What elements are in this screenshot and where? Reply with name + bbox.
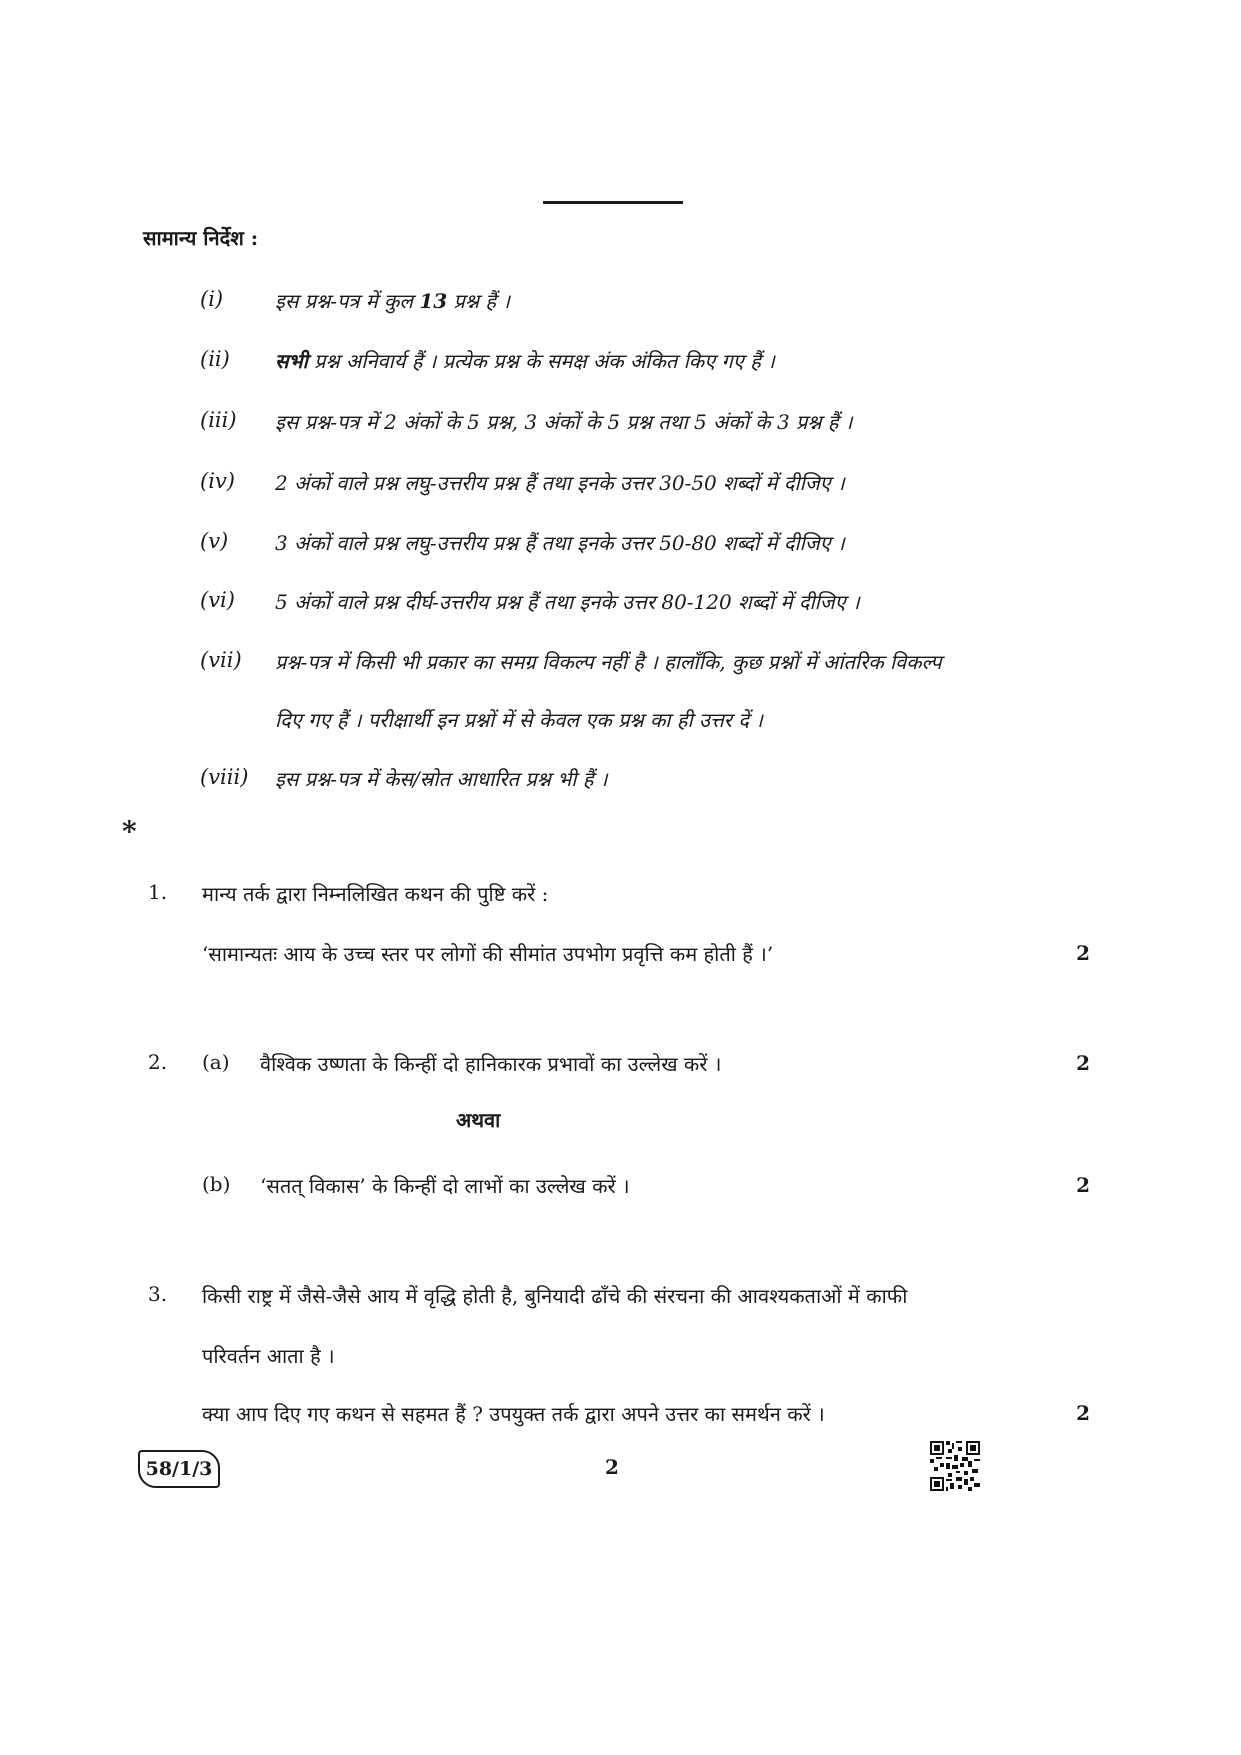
instruction-num: (i) (200, 287, 224, 311)
question-marks: 2 (1076, 1051, 1090, 1075)
instruction-num: (iii) (200, 408, 237, 432)
question-text: मान्य तर्क द्वारा निम्नलिखित कथन की पुष्टि करें : (202, 882, 549, 906)
instruction-text: सभी प्रश्न अनिवार्य हैं । प्रत्येक प्रश्न के समक्ष अंक अंकित किए गए हैं । (275, 349, 775, 373)
question-marks: 2 (1076, 1401, 1090, 1425)
instruction-num: (iv) (200, 469, 235, 493)
instruction-num: (viii) (200, 765, 249, 789)
instruction-text: इस प्रश्न-पत्र में 2 अंकों के 5 प्रश्न, 3 अंकों के 5 प्रश्न तथा 5 अंकों के 3 प्रश्न हैं । (275, 410, 853, 434)
instruction-text: प्रश्न-पत्र में किसी भी प्रकार का समग्र विकल्प नहीं है । हालाँकि, कुछ प्रश्नों में आंतरिक विकल्प (275, 650, 942, 674)
question-number: 3. (148, 1282, 168, 1306)
top-rule (543, 201, 683, 204)
question-prompt: क्या आप दिए गए कथन से सहमत हैं ? उपयुक्त तर्क द्वारा अपने उत्तर का समर्थन करें । (202, 1402, 825, 1426)
or-separator: अथवा (456, 1108, 501, 1132)
instruction-text: 3 अंकों वाले प्रश्न लघु-उत्तरीय प्रश्न हैं तथा इनके उत्तर 50-80 शब्दों में दीजिए । (275, 531, 845, 555)
instruction-text: 2 अंकों वाले प्रश्न लघु-उत्तरीय प्रश्न हैं तथा इनके उत्तर 30-50 शब्दों में दीजिए । (275, 471, 845, 495)
question-text: ‘सतत् विकास’ के किन्हीं दो लाभों का उल्लेख करें । (260, 1174, 630, 1198)
question-number: 1. (148, 880, 168, 904)
question-number: 2. (148, 1050, 168, 1074)
qr-code-icon (930, 1441, 980, 1491)
instruction-num: (vi) (200, 588, 235, 612)
instruction-num: (ii) (200, 347, 230, 371)
paper-code: 58/1/3 (145, 1458, 213, 1480)
question-marks: 2 (1076, 941, 1090, 965)
instruction-text: इस प्रश्न-पत्र में कुल 13 प्रश्न हैं । (275, 289, 510, 313)
question-marks: 2 (1076, 1173, 1090, 1197)
instruction-num: (v) (200, 529, 229, 553)
instruction-text-continued: दिए गए हैं । परीक्षार्थी इन प्रश्नों में से केवल एक प्रश्न का ही उत्तर दें । (275, 708, 763, 732)
instruction-text: 5 अंकों वाले प्रश्न दीर्घ-उत्तरीय प्रश्न हैं तथा इनके उत्तर 80-120 शब्दों में दीजिए । (275, 590, 860, 614)
instructions-heading: सामान्य निर्देश : (143, 226, 259, 250)
question-text: किसी राष्ट्र में जैसे-जैसे आय में वृद्धि होती है, बुनियादी ढाँचे की संरचना की आवश्यकताओं में काफी (202, 1284, 908, 1308)
question-text: वैश्विक उष्णता के किन्हीं दो हानिकारक प्रभावों का उल्लेख करें । (260, 1052, 722, 1076)
asterisk-mark: * (122, 815, 137, 848)
instruction-text: इस प्रश्न-पत्र में केस/स्रोत आधारित प्रश्न भी हैं । (275, 767, 608, 791)
question-quote: ‘सामान्यतः आय के उच्च स्तर पर लोगों की सीमांत उपभोग प्रवृत्ति कम होती हैं ।’ (202, 942, 774, 966)
paper-code-badge (138, 1450, 220, 1488)
question-text-continued: परिवर्तन आता है । (202, 1344, 335, 1368)
option-label: (a) (202, 1050, 230, 1074)
page-number: 2 (605, 1455, 619, 1479)
option-label: (b) (202, 1172, 231, 1196)
instruction-num: (vii) (200, 648, 242, 672)
